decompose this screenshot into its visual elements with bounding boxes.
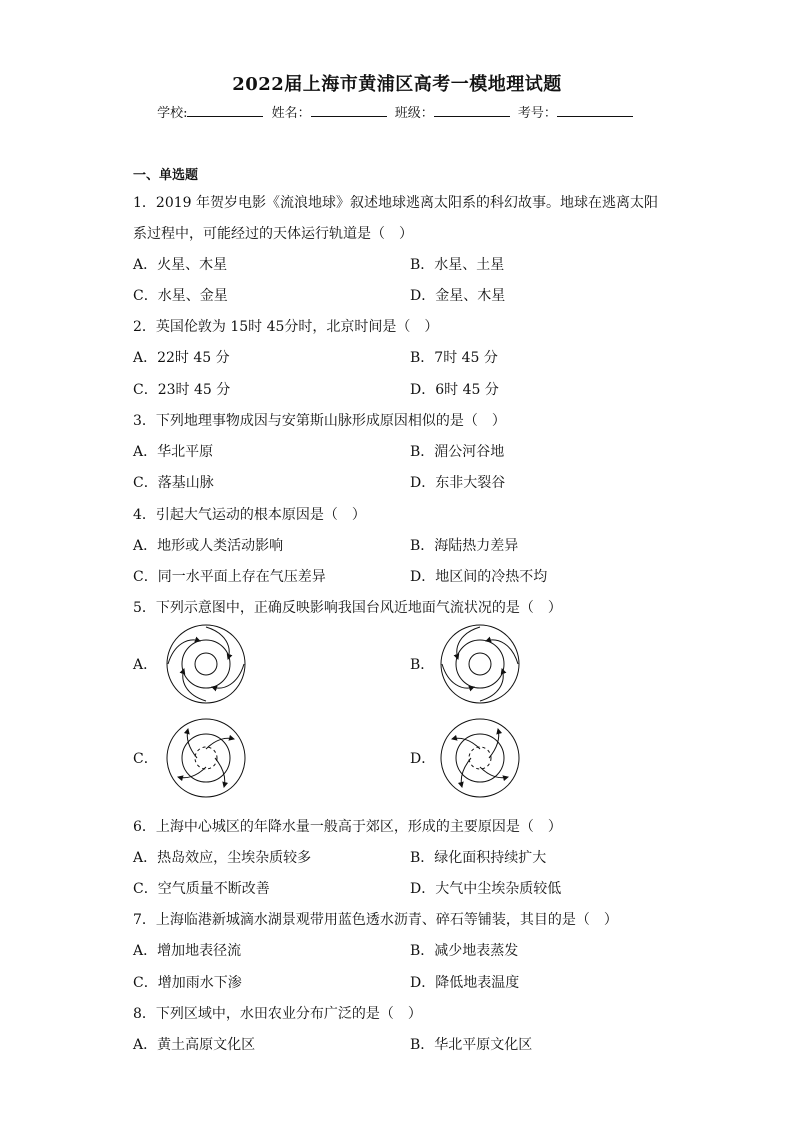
class-label: 班级： xyxy=(394,106,434,121)
q7-option-a[interactable]: A．增加地表径流 xyxy=(133,943,242,959)
q5-option-b[interactable]: B． xyxy=(410,657,435,673)
q3-option-c[interactable]: C．落基山脉 xyxy=(133,475,214,491)
question-2-line-1: 2．英国伦敦为 15时 45分时，北京时间是（ ） xyxy=(133,319,439,335)
question-1-line-1: 1．2019 年贺岁电影《流浪地球》叙述地球逃离太阳系的科幻故事。地球在逃离太阳 xyxy=(133,195,658,211)
q1-option-c[interactable]: C．水星、金星 xyxy=(133,288,228,304)
question-7-line-1: 7．上海临港新城滴水湖景观带用蓝色透水沥青、碎石等铺装，其目的是（ ） xyxy=(133,912,618,928)
q2-option-d[interactable]: D．6时 45 分 xyxy=(410,382,499,398)
exam-number-blank[interactable] xyxy=(557,104,633,117)
question-5-line-1: 5．下列示意图中，正确反映影响我国台风近地面气流状况的是（ ） xyxy=(133,600,562,616)
q6-option-d[interactable]: D．大气中尘埃杂质较低 xyxy=(410,881,562,897)
q5-diagram-a[interactable] xyxy=(164,623,248,705)
q4-option-d[interactable]: D．地区间的冷热不均 xyxy=(410,569,548,585)
q3-option-b[interactable]: B．湄公河谷地 xyxy=(410,444,505,460)
q8-option-b[interactable]: B．华北平原文化区 xyxy=(410,1037,533,1053)
question-6-line-1: 6．上海中心城区的年降水量一般高于郊区，形成的主要原因是（ ） xyxy=(133,819,562,835)
q8-option-a[interactable]: A．黄土高原文化区 xyxy=(133,1037,256,1053)
question-3-line-1: 3．下列地理事物成因与安第斯山脉形成原因相似的是（ ） xyxy=(133,413,506,429)
q7-option-c[interactable]: C．增加雨水下渗 xyxy=(133,975,242,991)
question-8-line-1: 8．下列区域中，水田农业分布广泛的是（ ） xyxy=(133,1006,422,1022)
q3-option-a[interactable]: A．华北平原 xyxy=(133,444,214,460)
q1-option-b[interactable]: B．水星、土星 xyxy=(410,257,505,273)
q5-diagram-b[interactable] xyxy=(438,623,522,705)
name-label: 姓名： xyxy=(271,106,311,121)
section-heading: 一、单选题 xyxy=(133,168,199,183)
q3-option-d[interactable]: D．东非大裂谷 xyxy=(410,475,506,491)
q2-option-b[interactable]: B．7时 45 分 xyxy=(410,350,498,366)
school-blank[interactable] xyxy=(187,104,263,117)
exam-number-label: 考号： xyxy=(517,106,557,121)
q4-option-b[interactable]: B．海陆热力差异 xyxy=(410,538,519,554)
q4-option-c[interactable]: C．同一水平面上存在气压差异 xyxy=(133,569,326,585)
name-blank[interactable] xyxy=(311,104,387,117)
question-1-line-2: 系过程中，可能经过的天体运行轨道是（ ） xyxy=(133,226,413,242)
q7-option-d[interactable]: D．降低地表温度 xyxy=(410,975,520,991)
q5-option-a[interactable]: A． xyxy=(133,657,158,673)
q5-option-d[interactable]: D． xyxy=(410,751,436,767)
q6-option-b[interactable]: B．绿化面积持续扩大 xyxy=(410,850,547,866)
q5-diagram-c[interactable] xyxy=(164,717,248,799)
page-title: 2022届上海市黄浦区高考一模地理试题 xyxy=(232,74,562,95)
school-label: 学校: xyxy=(157,106,188,121)
q5-option-c[interactable]: C． xyxy=(133,751,158,767)
q1-option-a[interactable]: A．火星、木星 xyxy=(133,257,228,273)
q6-option-a[interactable]: A．热岛效应，尘埃杂质较多 xyxy=(133,850,312,866)
q4-option-a[interactable]: A．地形或人类活动影响 xyxy=(133,538,284,554)
q5-diagram-d[interactable] xyxy=(438,717,522,799)
class-blank[interactable] xyxy=(434,104,510,117)
question-4-line-1: 4．引起大气运动的根本原因是（ ） xyxy=(133,507,366,523)
student-info-row xyxy=(0,102,794,121)
q2-option-a[interactable]: A．22时 45 分 xyxy=(133,350,230,366)
q1-option-d[interactable]: D．金星、木星 xyxy=(410,288,506,304)
q2-option-c[interactable]: C．23时 45 分 xyxy=(133,382,231,398)
q7-option-b[interactable]: B．减少地表蒸发 xyxy=(410,943,519,959)
q6-option-c[interactable]: C．空气质量不断改善 xyxy=(133,881,270,897)
